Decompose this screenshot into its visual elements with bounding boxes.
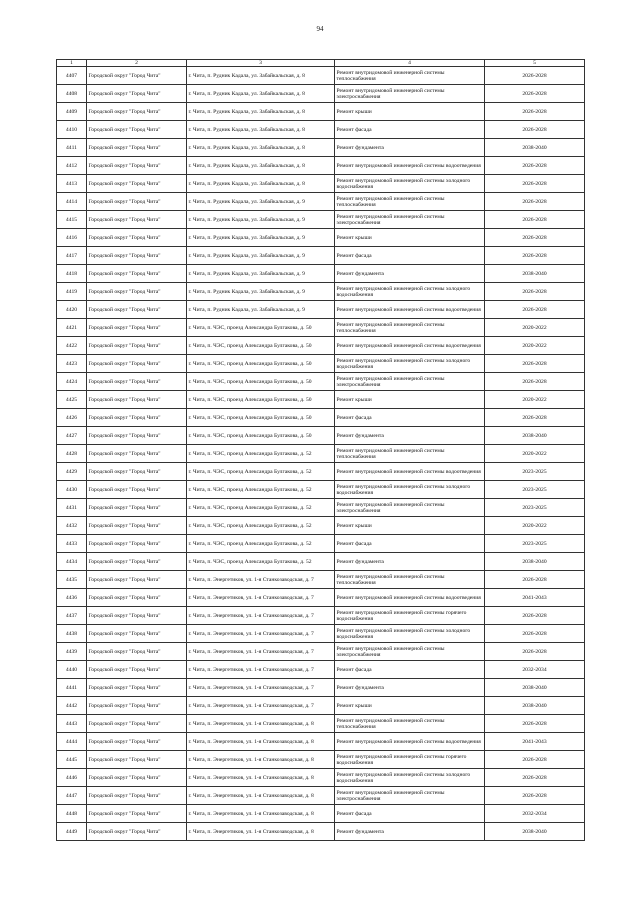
work-type-cell: Ремонт внутридомовой инженерной системы холодного водоснабжения (335, 175, 485, 193)
period-cell: 2026-2028 (485, 373, 585, 391)
address-cell: г. Чита, п. Энергетиков, ул. 1-я Станкозаводская, д. 8 (187, 751, 335, 769)
row-number-cell: 4414 (57, 193, 87, 211)
period-cell: 2038-2040 (485, 823, 585, 841)
period-cell: 2023-2025 (485, 481, 585, 499)
work-type-cell: Ремонт внутридомовой инженерной системы водоотведения (335, 157, 485, 175)
municipality-cell: Городской округ "Город Чита" (87, 409, 187, 427)
municipality-cell: Городской округ "Город Чита" (87, 355, 187, 373)
municipality-cell: Городской округ "Город Чита" (87, 805, 187, 823)
row-number-cell: 4421 (57, 319, 87, 337)
period-cell: 2026-2028 (485, 175, 585, 193)
row-number-cell: 4434 (57, 553, 87, 571)
work-type-cell: Ремонт внутридомовой инженерной системы водоотведения (335, 337, 485, 355)
period-cell: 2020-2022 (485, 445, 585, 463)
municipality-cell: Городской округ "Город Чита" (87, 391, 187, 409)
table-row (57, 769, 585, 787)
work-type-cell: Ремонт внутридомовой инженерной системы электроснабжения (335, 85, 485, 103)
municipality-cell: Городской округ "Город Чита" (87, 715, 187, 733)
work-type-cell: Ремонт фундамента (335, 553, 485, 571)
table-row (57, 103, 585, 121)
row-number-cell: 4431 (57, 499, 87, 517)
row-number-cell: 4429 (57, 463, 87, 481)
row-number-cell: 4433 (57, 535, 87, 553)
table-row (57, 751, 585, 769)
period-cell: 2020-2022 (485, 391, 585, 409)
work-type-cell: Ремонт фундамента (335, 427, 485, 445)
row-number-cell: 4416 (57, 229, 87, 247)
table-row (57, 805, 585, 823)
work-type-cell: Ремонт внутридомовой инженерной системы теплоснабжения (335, 445, 485, 463)
row-number-cell: 4435 (57, 571, 87, 589)
work-type-cell: Ремонт крыши (335, 517, 485, 535)
row-number-cell: 4422 (57, 337, 87, 355)
work-type-cell: Ремонт внутридомовой инженерной системы электроснабжения (335, 499, 485, 517)
row-number-cell: 4423 (57, 355, 87, 373)
address-cell: г. Чита, п. Энергетиков, ул. 1-я Станкозаводская, д. 7 (187, 589, 335, 607)
municipality-cell: Городской округ "Город Чита" (87, 211, 187, 229)
row-number-cell: 4445 (57, 751, 87, 769)
table-row (57, 157, 585, 175)
table-row (57, 175, 585, 193)
address-cell: г. Чита, п. Рудник Кадала, ул. Забайкальская, д. 9 (187, 229, 335, 247)
row-number-cell: 4428 (57, 445, 87, 463)
period-cell: 2026-2028 (485, 67, 585, 85)
address-cell: г. Чита, п. Рудник Кадала, ул. Забайкальская, д. 9 (187, 283, 335, 301)
period-cell: 2038-2040 (485, 679, 585, 697)
period-cell: 2041-2043 (485, 733, 585, 751)
address-cell: г. Чита, п. Рудник Кадала, ул. Забайкальская, д. 9 (187, 301, 335, 319)
work-type-cell: Ремонт фундамента (335, 265, 485, 283)
address-cell: г. Чита, п. ЧЭС, проезд Александра Булгакова, д. 50 (187, 409, 335, 427)
address-cell: г. Чита, п. Энергетиков, ул. 1-я Станкозаводская, д. 8 (187, 769, 335, 787)
municipality-cell: Городской округ "Город Чита" (87, 139, 187, 157)
municipality-cell: Городской округ "Город Чита" (87, 679, 187, 697)
municipality-cell: Городской округ "Город Чита" (87, 247, 187, 265)
municipality-cell: Городской округ "Город Чита" (87, 571, 187, 589)
municipality-cell: Городской округ "Город Чита" (87, 175, 187, 193)
table-row (57, 571, 585, 589)
municipality-cell: Городской округ "Город Чита" (87, 499, 187, 517)
period-cell: 2023-2025 (485, 499, 585, 517)
municipality-cell: Городской округ "Город Чита" (87, 823, 187, 841)
row-number-cell: 4418 (57, 265, 87, 283)
address-cell: г. Чита, п. Рудник Кадала, ул. Забайкальская, д. 8 (187, 139, 335, 157)
address-cell: г. Чита, п. Рудник Кадала, ул. Забайкальская, д. 8 (187, 175, 335, 193)
table-row (57, 643, 585, 661)
address-cell: г. Чита, п. Энергетиков, ул. 1-я Станкозаводская, д. 8 (187, 715, 335, 733)
work-type-cell: Ремонт фасада (335, 535, 485, 553)
work-type-cell: Ремонт фасада (335, 121, 485, 139)
address-cell: г. Чита, п. Энергетиков, ул. 1-я Станкозаводская, д. 7 (187, 625, 335, 643)
period-cell: 2026-2028 (485, 157, 585, 175)
municipality-cell: Городской округ "Город Чита" (87, 319, 187, 337)
period-cell: 2026-2028 (485, 85, 585, 103)
row-number-cell: 4442 (57, 697, 87, 715)
municipality-cell: Городской округ "Город Чита" (87, 643, 187, 661)
work-type-cell: Ремонт крыши (335, 103, 485, 121)
address-cell: г. Чита, п. Энергетиков, ул. 1-я Станкозаводская, д. 8 (187, 733, 335, 751)
municipality-cell: Городской округ "Город Чита" (87, 157, 187, 175)
table-row (57, 355, 585, 373)
table-row (57, 607, 585, 625)
table-row (57, 787, 585, 805)
address-cell: г. Чита, п. Энергетиков, ул. 1-я Станкозаводская, д. 8 (187, 787, 335, 805)
work-type-cell: Ремонт внутридомовой инженерной системы теплоснабжения (335, 67, 485, 85)
period-cell: 2038-2040 (485, 427, 585, 445)
row-number-cell: 4415 (57, 211, 87, 229)
work-type-cell: Ремонт внутридомовой инженерной системы теплоснабжения (335, 715, 485, 733)
work-type-cell: Ремонт фундамента (335, 139, 485, 157)
period-cell: 2020-2022 (485, 517, 585, 535)
municipality-cell: Городской округ "Город Чита" (87, 301, 187, 319)
row-number-cell: 4430 (57, 481, 87, 499)
address-cell: г. Чита, п. ЧЭС, проезд Александра Булгакова, д. 52 (187, 517, 335, 535)
work-type-cell: Ремонт фундамента (335, 679, 485, 697)
municipality-cell: Городской округ "Город Чита" (87, 751, 187, 769)
address-cell: г. Чита, п. ЧЭС, проезд Александра Булгакова, д. 52 (187, 535, 335, 553)
table-row (57, 697, 585, 715)
work-type-cell: Ремонт внутридомовой инженерной системы водоотведения (335, 463, 485, 481)
municipality-cell: Городской округ "Город Чита" (87, 445, 187, 463)
address-cell: г. Чита, п. Энергетиков, ул. 1-я Станкозаводская, д. 7 (187, 697, 335, 715)
table-row (57, 85, 585, 103)
period-cell: 2026-2028 (485, 103, 585, 121)
period-cell: 2038-2040 (485, 265, 585, 283)
table-row (57, 373, 585, 391)
address-cell: г. Чита, п. ЧЭС, проезд Александра Булгакова, д. 50 (187, 427, 335, 445)
table-row (57, 661, 585, 679)
row-number-cell: 4425 (57, 391, 87, 409)
row-number-cell: 4407 (57, 67, 87, 85)
municipality-cell: Городской округ "Город Чита" (87, 121, 187, 139)
municipality-cell: Городской округ "Город Чита" (87, 67, 187, 85)
row-number-cell: 4410 (57, 121, 87, 139)
municipality-cell: Городской округ "Город Чита" (87, 769, 187, 787)
municipality-cell: Городской округ "Город Чита" (87, 481, 187, 499)
work-type-cell: Ремонт внутридомовой инженерной системы горячего водоснабжения (335, 607, 485, 625)
municipality-cell: Городской округ "Город Чита" (87, 427, 187, 445)
column-header-4: 4 (335, 60, 485, 67)
row-number-cell: 4417 (57, 247, 87, 265)
row-number-cell: 4426 (57, 409, 87, 427)
table-row (57, 139, 585, 157)
municipality-cell: Городской округ "Город Чита" (87, 517, 187, 535)
period-cell: 2026-2028 (485, 643, 585, 661)
address-cell: г. Чита, п. Рудник Кадала, ул. Забайкальская, д. 9 (187, 247, 335, 265)
table-row (57, 589, 585, 607)
table-row (57, 337, 585, 355)
address-cell: г. Чита, п. Энергетиков, ул. 1-я Станкозаводская, д. 7 (187, 571, 335, 589)
address-cell: г. Чита, п. ЧЭС, проезд Александра Булгакова, д. 50 (187, 337, 335, 355)
row-number-cell: 4427 (57, 427, 87, 445)
municipality-cell: Городской округ "Город Чита" (87, 85, 187, 103)
address-cell: г. Чита, п. ЧЭС, проезд Александра Булгакова, д. 52 (187, 553, 335, 571)
address-cell: г. Чита, п. Энергетиков, ул. 1-я Станкозаводская, д. 7 (187, 607, 335, 625)
municipality-cell: Городской округ "Город Чита" (87, 553, 187, 571)
table-row (57, 319, 585, 337)
row-number-cell: 4412 (57, 157, 87, 175)
municipality-cell: Городской округ "Город Чита" (87, 373, 187, 391)
row-number-cell: 4441 (57, 679, 87, 697)
work-type-cell: Ремонт крыши (335, 697, 485, 715)
address-cell: г. Чита, п. Энергетиков, ул. 1-я Станкозаводская, д. 7 (187, 679, 335, 697)
period-cell: 2026-2028 (485, 301, 585, 319)
work-type-cell: Ремонт фасада (335, 247, 485, 265)
municipality-cell: Городской округ "Город Чита" (87, 589, 187, 607)
row-number-cell: 4446 (57, 769, 87, 787)
work-type-cell: Ремонт фасада (335, 805, 485, 823)
column-header-1: 1 (57, 60, 87, 67)
work-type-cell: Ремонт внутридомовой инженерной системы теплоснабжения (335, 319, 485, 337)
period-cell: 2023-2025 (485, 535, 585, 553)
table-row (57, 733, 585, 751)
table-row (57, 445, 585, 463)
work-type-cell: Ремонт крыши (335, 229, 485, 247)
table-row (57, 121, 585, 139)
table-row (57, 823, 585, 841)
work-type-cell: Ремонт внутридомовой инженерной системы холодного водоснабжения (335, 283, 485, 301)
work-type-cell: Ремонт внутридомовой инженерной системы водоотведения (335, 589, 485, 607)
work-type-cell: Ремонт внутридомовой инженерной системы водоотведения (335, 733, 485, 751)
municipality-cell: Городской округ "Город Чита" (87, 661, 187, 679)
address-cell: г. Чита, п. ЧЭС, проезд Александра Булгакова, д. 52 (187, 463, 335, 481)
table-row (57, 229, 585, 247)
period-cell: 2020-2022 (485, 319, 585, 337)
address-cell: г. Чита, п. Энергетиков, ул. 1-я Станкозаводская, д. 7 (187, 661, 335, 679)
table-row (57, 211, 585, 229)
table-row (57, 679, 585, 697)
municipality-cell: Городской округ "Город Чита" (87, 607, 187, 625)
table-row (57, 391, 585, 409)
table-row (57, 715, 585, 733)
address-cell: г. Чита, п. Рудник Кадала, ул. Забайкальская, д. 8 (187, 103, 335, 121)
table-row (57, 409, 585, 427)
work-type-cell: Ремонт внутридомовой инженерной системы холодного водоснабжения (335, 355, 485, 373)
municipality-cell: Городской округ "Город Чита" (87, 193, 187, 211)
municipality-cell: Городской округ "Город Чита" (87, 265, 187, 283)
address-cell: г. Чита, п. ЧЭС, проезд Александра Булгакова, д. 52 (187, 499, 335, 517)
address-cell: г. Чита, п. ЧЭС, проезд Александра Булгакова, д. 50 (187, 355, 335, 373)
period-cell: 2026-2028 (485, 229, 585, 247)
municipality-cell: Городской округ "Город Чита" (87, 229, 187, 247)
period-cell: 2026-2028 (485, 247, 585, 265)
work-type-cell: Ремонт внутридомовой инженерной системы электроснабжения (335, 787, 485, 805)
row-number-cell: 4444 (57, 733, 87, 751)
row-number-cell: 4413 (57, 175, 87, 193)
row-number-cell: 4408 (57, 85, 87, 103)
column-header-5: 5 (485, 60, 585, 67)
period-cell: 2026-2028 (485, 355, 585, 373)
municipality-cell: Городской округ "Город Чита" (87, 625, 187, 643)
period-cell: 2026-2028 (485, 787, 585, 805)
row-number-cell: 4424 (57, 373, 87, 391)
row-number-cell: 4437 (57, 607, 87, 625)
table-row (57, 553, 585, 571)
page-number: 94 (316, 25, 324, 33)
period-cell: 2026-2028 (485, 769, 585, 787)
address-cell: г. Чита, п. Рудник Кадала, ул. Забайкальская, д. 8 (187, 85, 335, 103)
row-number-cell: 4419 (57, 283, 87, 301)
period-cell: 2023-2025 (485, 463, 585, 481)
column-number-row (57, 60, 585, 67)
period-cell: 2026-2028 (485, 283, 585, 301)
period-cell: 2026-2028 (485, 409, 585, 427)
table-row (57, 67, 585, 85)
work-type-cell: Ремонт внутридомовой инженерной системы холодного водоснабжения (335, 625, 485, 643)
period-cell: 2038-2040 (485, 139, 585, 157)
address-cell: г. Чита, п. ЧЭС, проезд Александра Булгакова, д. 52 (187, 481, 335, 499)
table-row (57, 463, 585, 481)
address-cell: г. Чита, п. Рудник Кадала, ул. Забайкальская, д. 8 (187, 67, 335, 85)
period-cell: 2041-2043 (485, 589, 585, 607)
row-number-cell: 4448 (57, 805, 87, 823)
period-cell: 2026-2028 (485, 715, 585, 733)
period-cell: 2038-2040 (485, 553, 585, 571)
address-cell: г. Чита, п. Энергетиков, ул. 1-я Станкозаводская, д. 8 (187, 823, 335, 841)
address-cell: г. Чита, п. Рудник Кадала, ул. Забайкальская, д. 9 (187, 211, 335, 229)
address-cell: г. Чита, п. Рудник Кадала, ул. Забайкальская, д. 9 (187, 265, 335, 283)
table-row (57, 265, 585, 283)
row-number-cell: 4449 (57, 823, 87, 841)
work-type-cell: Ремонт фасада (335, 409, 485, 427)
table-row (57, 193, 585, 211)
row-number-cell: 4420 (57, 301, 87, 319)
row-number-cell: 4438 (57, 625, 87, 643)
table-row (57, 517, 585, 535)
work-type-cell: Ремонт фундамента (335, 823, 485, 841)
table-row (57, 625, 585, 643)
row-number-cell: 4432 (57, 517, 87, 535)
address-cell: г. Чита, п. ЧЭС, проезд Александра Булгакова, д. 50 (187, 373, 335, 391)
period-cell: 2026-2028 (485, 607, 585, 625)
table-row (57, 247, 585, 265)
table-row (57, 283, 585, 301)
address-cell: г. Чита, п. ЧЭС, проезд Александра Булгакова, д. 50 (187, 391, 335, 409)
row-number-cell: 4411 (57, 139, 87, 157)
repair-schedule-table (56, 59, 585, 841)
municipality-cell: Городской округ "Город Чита" (87, 103, 187, 121)
table-row (57, 427, 585, 445)
address-cell: г. Чита, п. ЧЭС, проезд Александра Булгакова, д. 52 (187, 445, 335, 463)
work-type-cell: Ремонт внутридомовой инженерной системы теплоснабжения (335, 571, 485, 589)
period-cell: 2026-2028 (485, 211, 585, 229)
period-cell: 2026-2028 (485, 193, 585, 211)
row-number-cell: 4440 (57, 661, 87, 679)
work-type-cell: Ремонт внутридомовой инженерной системы электроснабжения (335, 643, 485, 661)
work-type-cell: Ремонт внутридомовой инженерной системы электроснабжения (335, 211, 485, 229)
work-type-cell: Ремонт внутридомовой инженерной системы горячего водоснабжения (335, 751, 485, 769)
work-type-cell: Ремонт внутридомовой инженерной системы водоотведения (335, 301, 485, 319)
table-row (57, 499, 585, 517)
municipality-cell: Городской округ "Город Чита" (87, 733, 187, 751)
row-number-cell: 4439 (57, 643, 87, 661)
municipality-cell: Городской округ "Город Чита" (87, 337, 187, 355)
table-row (57, 535, 585, 553)
municipality-cell: Городской округ "Город Чита" (87, 463, 187, 481)
period-cell: 2038-2040 (485, 697, 585, 715)
municipality-cell: Городской округ "Город Чита" (87, 535, 187, 553)
work-type-cell: Ремонт внутридомовой инженерной системы холодного водоснабжения (335, 769, 485, 787)
period-cell: 2020-2022 (485, 337, 585, 355)
row-number-cell: 4409 (57, 103, 87, 121)
row-number-cell: 4436 (57, 589, 87, 607)
address-cell: г. Чита, п. Энергетиков, ул. 1-я Станкозаводская, д. 8 (187, 805, 335, 823)
row-number-cell: 4443 (57, 715, 87, 733)
period-cell: 2032-2034 (485, 661, 585, 679)
period-cell: 2026-2028 (485, 121, 585, 139)
period-cell: 2026-2028 (485, 625, 585, 643)
period-cell: 2032-2034 (485, 805, 585, 823)
address-cell: г. Чита, п. Рудник Кадала, ул. Забайкальская, д. 8 (187, 157, 335, 175)
address-cell: г. Чита, п. Рудник Кадала, ул. Забайкальская, д. 9 (187, 193, 335, 211)
address-cell: г. Чита, п. ЧЭС, проезд Александра Булгакова, д. 50 (187, 319, 335, 337)
work-type-cell: Ремонт внутридомовой инженерной системы холодного водоснабжения (335, 481, 485, 499)
municipality-cell: Городской округ "Город Чита" (87, 787, 187, 805)
work-type-cell: Ремонт фасада (335, 661, 485, 679)
municipality-cell: Городской округ "Город Чита" (87, 697, 187, 715)
work-type-cell: Ремонт внутридомовой инженерной системы теплоснабжения (335, 193, 485, 211)
column-header-2: 2 (87, 60, 187, 67)
row-number-cell: 4447 (57, 787, 87, 805)
table-row (57, 481, 585, 499)
work-type-cell: Ремонт внутридомовой инженерной системы электроснабжения (335, 373, 485, 391)
period-cell: 2026-2028 (485, 751, 585, 769)
period-cell: 2026-2028 (485, 571, 585, 589)
address-cell: г. Чита, п. Рудник Кадала, ул. Забайкальская, д. 8 (187, 121, 335, 139)
table-row (57, 301, 585, 319)
column-header-3: 3 (187, 60, 335, 67)
address-cell: г. Чита, п. Энергетиков, ул. 1-я Станкозаводская, д. 7 (187, 643, 335, 661)
work-type-cell: Ремонт крыши (335, 391, 485, 409)
municipality-cell: Городской округ "Город Чита" (87, 283, 187, 301)
